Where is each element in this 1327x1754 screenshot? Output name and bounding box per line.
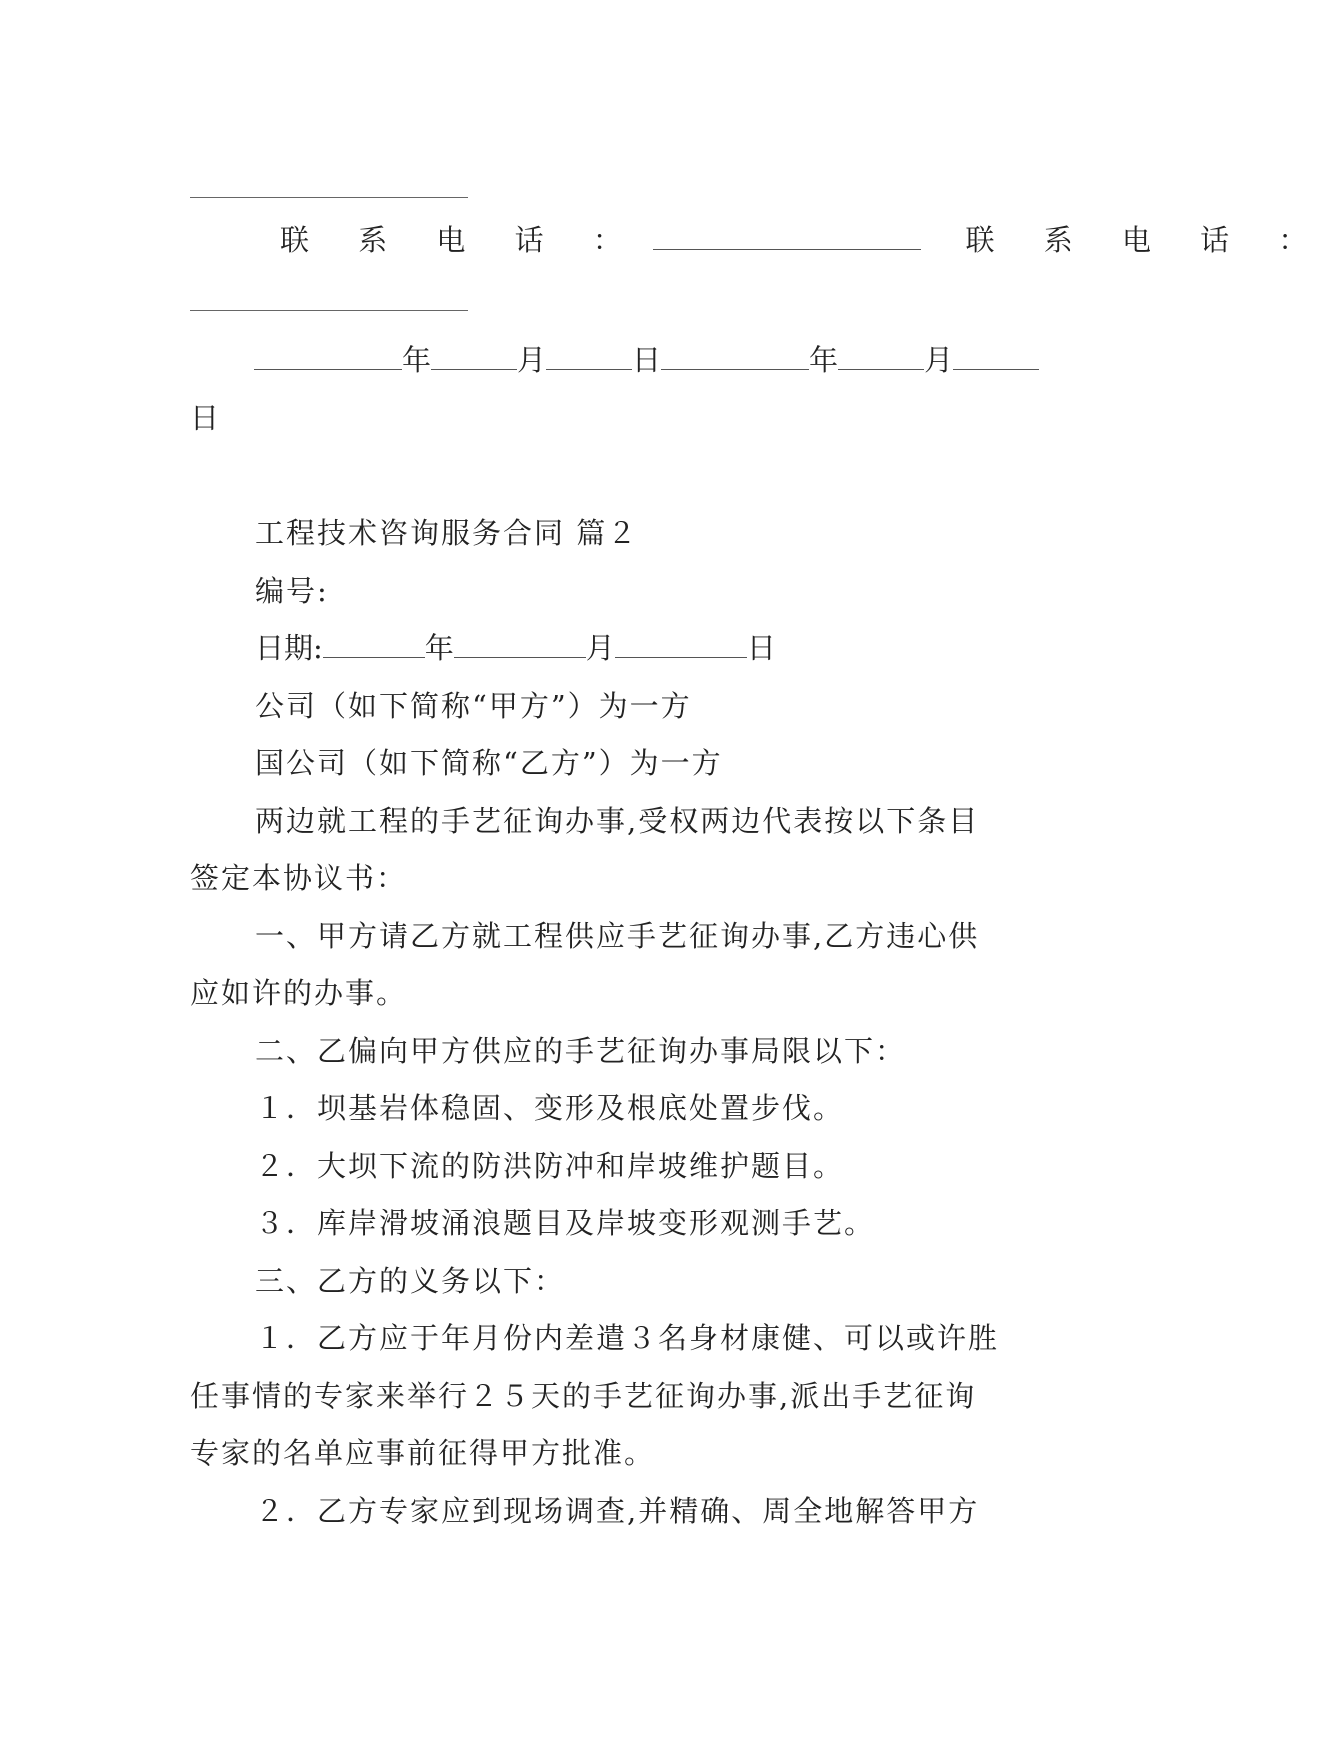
phone-blank-a — [653, 225, 921, 250]
signature-date-line — [254, 342, 1054, 378]
phone-label-b: 联 系 电 话 ： — [965, 223, 1327, 257]
phone-line — [280, 222, 1327, 258]
party-a: 公司（如下简称“甲方”）为一方 — [255, 689, 692, 723]
date-month-b: 月 — [924, 343, 954, 377]
phone-label-a: 联 系 电 话 ： — [280, 223, 642, 257]
date-blank-day-b — [953, 345, 1039, 370]
clause-3-item-1-line-3: 专家的名单应事前征得甲方批准。 — [190, 1436, 656, 1470]
contract-date-month: 月 — [585, 631, 615, 665]
contract-date-label: 日期: — [255, 631, 323, 665]
clause-1-line-1: 一、甲方请乙方就工程供应手艺征询办事,乙方违心供 — [255, 919, 980, 953]
date-day-b-line — [190, 400, 1052, 436]
date-blank-day-a — [546, 345, 632, 370]
contract-title: 工程技术咨询服务合同 篇２ — [255, 516, 639, 550]
clause-3: 三、乙方的义务以下： — [255, 1264, 566, 1298]
date-year-a: 年 — [402, 343, 432, 377]
contract-date-blank-year — [323, 633, 425, 658]
contract-date-blank-day — [615, 633, 747, 658]
date-day-a: 日 — [632, 343, 662, 377]
contract-date-day: 日 — [746, 631, 776, 665]
contract-date-blank-month — [454, 633, 586, 658]
clause-3-item-2-line-1: ２．乙方专家应到现场调查,并精确、周全地解答甲方 — [255, 1494, 980, 1528]
clause-2-item-1: １．坝基岩体稳固、变形及根底处置步伐。 — [255, 1091, 845, 1125]
clause-3-item-1-line-2: 任事情的专家来举行２５天的手艺征询办事,派出手艺征询 — [190, 1379, 977, 1413]
date-year-b: 年 — [809, 343, 839, 377]
date-blank-year-a — [254, 345, 402, 370]
date-month-a: 月 — [517, 343, 547, 377]
clause-1-line-2: 应如许的办事。 — [190, 976, 408, 1010]
clause-3-item-1-line-1: １．乙方应于年月份内差遣３名身材康健、可以或许胜 — [255, 1321, 1000, 1355]
date-blank-month-a — [431, 345, 517, 370]
contract-date-year: 年 — [424, 631, 454, 665]
clause-2-item-2: ２．大坝下流的防洪防冲和岸坡维护题目。 — [255, 1149, 845, 1183]
party-b: 国公司（如下简称“乙方”）为一方 — [255, 746, 723, 780]
date-day-b: 日 — [190, 401, 222, 435]
phone-blank-b — [190, 310, 468, 311]
clause-2: 二、乙偏向甲方供应的手艺征询办事局限以下： — [255, 1034, 907, 1068]
clause-2-item-3: ３．库岸滑坡涌浪题目及岸坡变形观测手艺。 — [255, 1206, 876, 1240]
contract-date — [190, 630, 1117, 666]
signature-blank-line — [190, 197, 468, 198]
contract-number: 编号: — [255, 574, 329, 608]
intro-line-2: 签定本协议书： — [190, 861, 408, 895]
intro-line-1: 两边就工程的手艺征询办事,受权两边代表按以下条目 — [255, 804, 980, 838]
date-blank-year-b — [661, 345, 809, 370]
date-blank-month-b — [838, 345, 924, 370]
